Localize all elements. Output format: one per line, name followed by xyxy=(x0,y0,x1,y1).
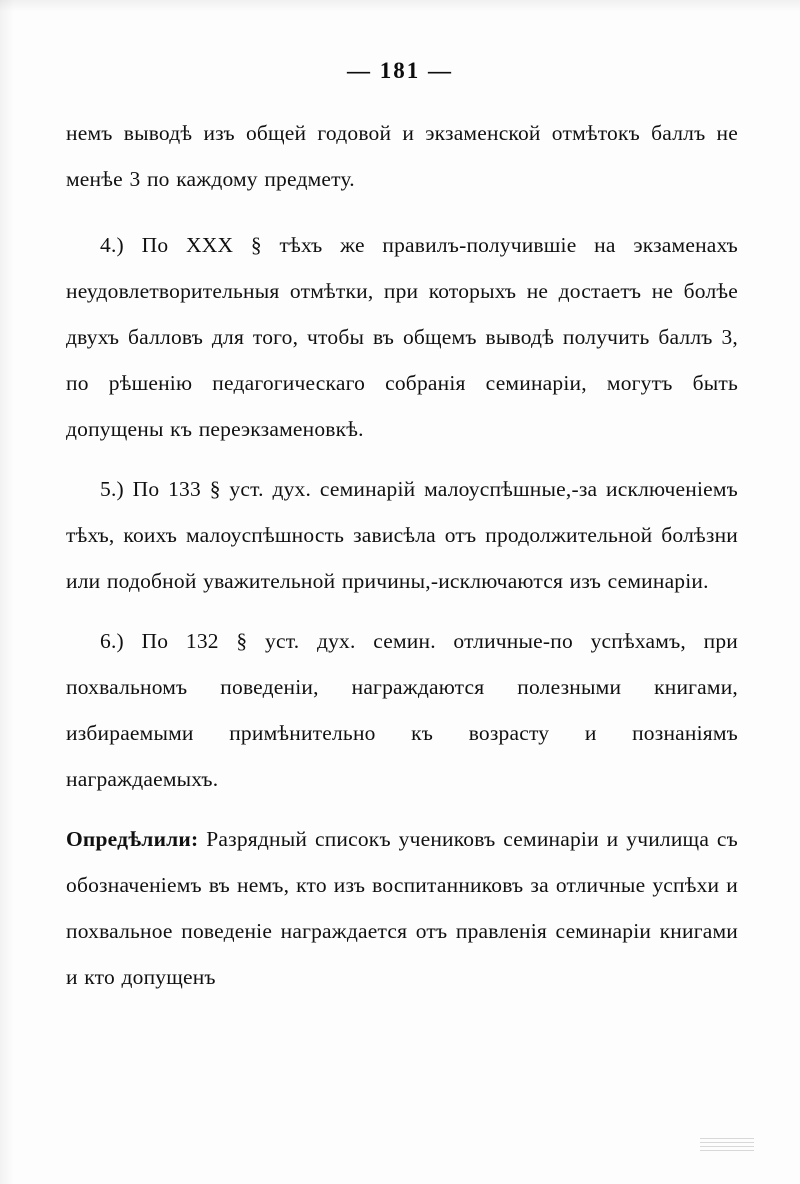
page-number: — 181 — xyxy=(347,58,453,83)
scan-edge-shadow-top xyxy=(0,0,800,12)
paragraph-resolution xyxy=(66,816,738,1000)
paragraph-text: Разрядный списокъ учениковъ семинаріи и училища съ обозначеніемъ въ немъ, кто изъ воспитанниковъ за отличные успѣхи и похвальное поведеніе награждается отъ правленія семинаріи книгами и кто допущенъ xyxy=(66,827,738,989)
paragraph-text: немъ выводѣ изъ общей годовой и экзаменской отмѣтокъ баллъ не менѣе 3 по каждому предмету. xyxy=(66,121,738,191)
text-column xyxy=(66,110,738,1000)
paragraph-continuation xyxy=(66,110,738,202)
paragraph-text: 5.) По 133 § уст. дух. семинарій малоуспѣшные,-за исключеніемъ тѣхъ, коихъ малоуспѣшность зависѣла отъ продолжительной болѣзни или подобной уважительной причины,-исключаются изъ семинаріи. xyxy=(66,477,738,593)
paragraph-item-4 xyxy=(66,222,738,452)
paragraph-item-5 xyxy=(66,466,738,604)
paragraph-text: 4.) По XXX § тѣхъ же правилъ-получившіе на экзаменахъ неудовлетворительныя отмѣтки, при которыхъ не достаетъ не болѣе двухъ балловъ для того, чтобы въ общемъ выводѣ получить баллъ 3, по рѣшенію педагогическаго собранія семинаріи, могутъ быть допущены къ переэкзаменовкѣ. xyxy=(66,233,738,441)
resolution-lead-label: Опредѣлили: xyxy=(66,827,199,851)
paragraph-item-6 xyxy=(66,618,738,802)
scan-edge-shadow-left xyxy=(0,0,14,1184)
paragraph-text: 6.) По 132 § уст. дух. семин. отличные-по успѣхамъ, при похвальномъ поведеніи, награждаются полезными книгами, избираемыми примѣнительно къ возрасту и познаніямъ награждаемыхъ. xyxy=(66,629,738,791)
ink-smudge-artifact xyxy=(700,1138,754,1152)
